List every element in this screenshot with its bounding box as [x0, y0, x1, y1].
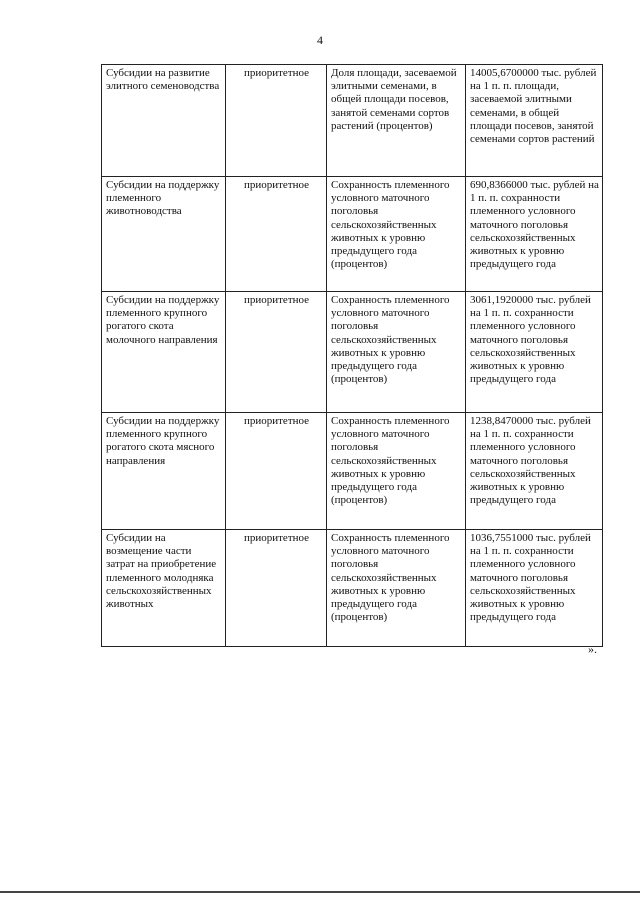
subsidy-name-cell: Субсидии на поддержку племенного крупного рогатого скота мясного направления — [102, 413, 226, 530]
closing-quote: ». — [588, 642, 597, 656]
page-number: 4 — [317, 33, 323, 47]
table-row — [102, 177, 603, 292]
table-row — [102, 292, 603, 413]
priority-cell: приоритетное — [226, 65, 327, 177]
value-cell: 1238,8470000 тыс. рублей на 1 п. п. сохранности племенного условного маточного поголовья сельскохозяйственных животных к уровню предыдущего года — [466, 413, 603, 530]
indicator-cell: Сохранность племенного условного маточного поголовья сельскохозяйственных животных к уровню предыдущего года (процентов) — [327, 177, 466, 292]
indicator-cell: Доля площади, засеваемой элитными семенами, в общей площади посевов, занятой семенами сортов растений (процентов) — [327, 65, 466, 177]
indicator-cell: Сохранность племенного условного маточного поголовья сельскохозяйственных животных к уровню предыдущего года (процентов) — [327, 413, 466, 530]
priority-cell: приоритетное — [226, 292, 327, 413]
table-row — [102, 530, 603, 647]
priority-cell: приоритетное — [226, 177, 327, 292]
subsidy-name-cell: Субсидии на возмещение части затрат на приобретение племенного молодняка сельскохозяйственных животных — [102, 530, 226, 647]
indicator-cell: Сохранность племенного условного маточного поголовья сельскохозяйственных животных к уровню предыдущего года (процентов) — [327, 530, 466, 647]
subsidy-name-cell: Субсидии на развитие элитного семеноводства — [102, 65, 226, 177]
priority-cell: приоритетное — [226, 530, 327, 647]
subsidy-name-cell: Субсидии на поддержку племенного животноводства — [102, 177, 226, 292]
bottom-divider — [0, 891, 640, 893]
subsidy-name-cell: Субсидии на поддержку племенного крупного рогатого скота молочного направления — [102, 292, 226, 413]
subsidies-table — [101, 64, 603, 647]
value-cell: 1036,7551000 тыс. рублей на 1 п. п. сохранности племенного условного маточного поголовья сельскохозяйственных животных к уровню предыдущего года — [466, 530, 603, 647]
value-cell: 690,8366000 тыс. рублей на 1 п. п. сохранности племенного условного маточного поголовья сельскохозяйственных животных к уровню предыдущего года — [466, 177, 603, 292]
value-cell: 3061,1920000 тыс. рублей на 1 п. п. сохранности племенного условного маточного поголовья сельскохозяйственных животных к уровню предыдущего года — [466, 292, 603, 413]
priority-cell: приоритетное — [226, 413, 327, 530]
value-cell: 14005,6700000 тыс. рублей на 1 п. п. площади, засеваемой элитными семенами, в общей площади посевов, занятой семенами сортов растений — [466, 65, 603, 177]
table-row — [102, 413, 603, 530]
indicator-cell: Сохранность племенного условного маточного поголовья сельскохозяйственных животных к уровню предыдущего года (процентов) — [327, 292, 466, 413]
table-row — [102, 65, 603, 177]
